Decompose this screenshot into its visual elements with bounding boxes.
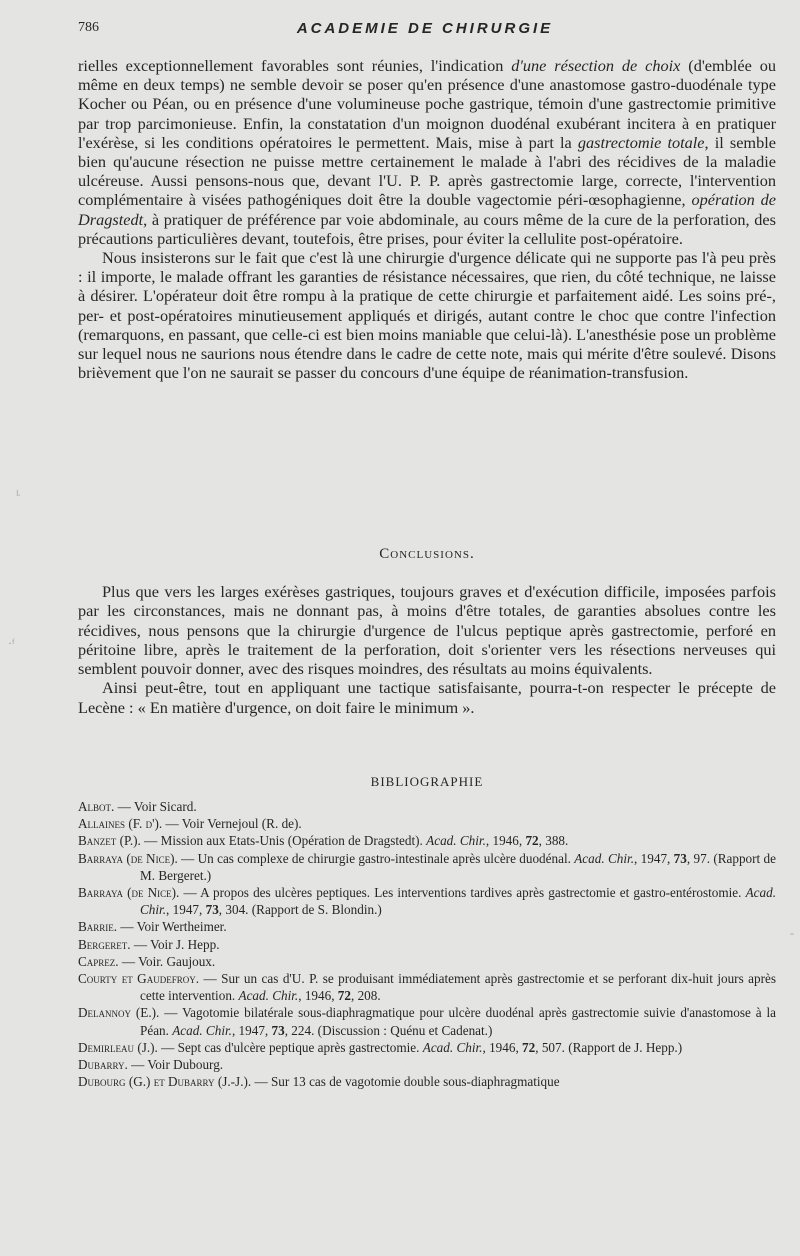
entry-year: , 1947, — [231, 1022, 272, 1038]
entry-text: — Vagotomie bilatérale sous-diaphragmatique pour ulcère duodénal après gastrectomie suivie d'anastomose à la Péan. — [140, 1005, 776, 1038]
running-title: ACADEMIE DE CHIRURGIE — [296, 20, 554, 37]
entry-author: Courty et Gaudefroy. — [78, 971, 199, 987]
margin-mark: ·ᶠ — [8, 636, 15, 650]
entry-author: Barrie. — [78, 919, 118, 935]
text-span: (d'emblée ou même en deux temps) ne semble devoir se poser qu'en présence d'une anastomose gastro-duodénale type Kocher ou Péan, ou en présence d'une volumineuse poche gastrique, témoin d'une gastrectomie primitive par trop parcimonieuse. Enfin, la constatation d'un moignon duodénal exubérant incitera à en pratiquer l'exérèse, si les conditions opératoires le permettent. Mais, mise à part la — [78, 56, 776, 152]
entry-text: — Voir Dubourg. — [127, 1057, 224, 1073]
conclusion-paragraph-1: Plus que vers les larges exérèses gastriques, toujours graves et d'exécution difficile, imposées parfois par les circonstances, mais ne donnant pas, à moins d'être totales, de garanties absolues contre les récidives, nous pensons que la chirurgie d'urgence de l'ulcus peptique après gastrectomie, perforé en péritoine libre, après le traitement de la perforation, doit s'orienter vers les résections nerveuses qui semblent pouvoir donner, avec des risques moindres, des résultats au moins équivalents. — [78, 582, 776, 679]
paragraph-2: Nous insisterons sur le fait que c'est là une chirurgie d'urgence délicate qui ne supporte pas l'à peu près : il importe, le malade offrant les garanties de résistance nécessaires, que rien, du côté technique, ne laisse à désirer. L'opérateur doit être rompu à la pratique de cette chirurgie et parfaitement aidé. Les soins pré-, per- et post-opératoires minutieusement appliqués et dirigés, autant contre le choc que contre l'infection (remarquons, en passant, que celle-ci est bien moins maniable que celui-là). L'anesthésie pose un problème sur lequel nous ne saurions nous étendre dans le cadre de cette note, mais qui mérite d'être soulevé. Disons brièvement que l'on ne saurait se passer du concours d'une équipe de réanimation-transfusion. — [78, 248, 776, 383]
page-number: 786 — [78, 20, 99, 35]
entry-year: , 1946, — [482, 1039, 523, 1055]
entry-pages: , 304. (Rapport de S. Blondin.) — [218, 902, 382, 918]
entry-volume: 73 — [271, 1022, 285, 1038]
bibliography-entry — [78, 970, 776, 1004]
bibliography-entry — [78, 1004, 776, 1038]
entry-text: — Voir J. Hepp. — [130, 936, 220, 952]
bibliography-entry — [78, 1056, 776, 1073]
text-span: , il semble bien qu'aucune résection ne puisse mettre certainement le malade à l'abri des récidives de la maladie ulcéreuse. Aussi pensons-nous que, devant l'U. P. P. après gastrectomie large, correcte, l'intervention complémentaire à visées pathogéniques doit être la double vagectomie péri-œsophagienne, — [78, 132, 776, 210]
entry-journal: Acad. Chir. — [426, 833, 486, 849]
bibliography-entry — [78, 1073, 776, 1090]
bibliography-entry — [78, 850, 776, 884]
entry-text: — Sept cas d'ulcère peptique après gastrectomie. — [157, 1039, 423, 1055]
italic-span: gastrectomie totale — [577, 132, 705, 152]
entry-text: — Voir Wertheimer. — [117, 919, 227, 935]
entry-author: Banzet (P.). — [78, 833, 141, 849]
text-span: , à pratiquer de préférence par voie abdominale, au cours même de la cure de la perforation, des précautions particulières devant, toutefois, être prises, pour éviter la cellulite post-opératoire. — [78, 209, 776, 248]
bibliography-entry — [78, 1039, 776, 1056]
body-text — [78, 56, 776, 382]
entry-journal: Acad. Chir. — [172, 1022, 232, 1038]
section-heading: Conclusions. — [379, 546, 475, 562]
margin-mark: ᴸ — [16, 488, 21, 502]
margin-mark: - — [790, 926, 794, 940]
entry-author: Caprez. — [78, 953, 119, 969]
text-span: rielles exceptionnellement favorables sont réunies, l'indication — [78, 56, 512, 75]
bibliography-entry — [78, 918, 776, 935]
entry-author: Barraya (de Nice). — [78, 885, 180, 901]
bibliography-entry — [78, 953, 776, 970]
bibliography-entry — [78, 798, 776, 815]
entry-journal: Acad. Chir. — [422, 1039, 483, 1055]
entry-year: , 1947, — [634, 850, 674, 866]
entry-author: Dubourg (G.) et Dubarry (J.-J.). — [78, 1074, 252, 1090]
entry-text: — Un cas complexe de chirurgie gastro-intestinale après ulcère duodénal. — [177, 850, 575, 866]
entry-journal: Acad. Chir. — [140, 885, 777, 918]
bibliography-entry — [78, 832, 776, 849]
entry-author: Albot. — [78, 799, 115, 814]
entry-author: Delannoy (E.). — [78, 1005, 160, 1021]
entry-author: Allaines (F. d'). — [78, 816, 163, 832]
bibliography-title: BIBLIOGRAPHIE — [370, 774, 484, 789]
entry-author: Bergeret. — [78, 936, 131, 952]
bibliography-entry — [78, 936, 776, 953]
bibliography-entry — [78, 815, 776, 832]
entry-pages: , 208. — [350, 988, 381, 1004]
entry-pages: , 388. — [538, 833, 569, 849]
entry-text: — Voir Sicard. — [114, 799, 197, 814]
entry-year: , 1947, — [166, 902, 206, 918]
entry-volume: 73 — [673, 850, 687, 866]
entry-text: — Voir Vernejoul (R. de). — [162, 816, 302, 832]
entry-text: — Sur 13 cas de vagotomie double sous-diaphragmatique — [251, 1074, 560, 1090]
entry-pages: , 97. (Rapport de M. Bergeret.) — [140, 850, 776, 883]
bibliography-list — [78, 798, 776, 1090]
italic-span: d'une résection de choix — [511, 56, 681, 75]
entry-text: — Voir. Gaujoux. — [118, 953, 216, 969]
entry-year: , 1946, — [485, 833, 526, 849]
entry-text: — Mission aux Etats-Unis (Opération de Dragstedt). — [140, 833, 427, 849]
entry-pages: , 507. (Rapport de J. Hepp.) — [535, 1039, 683, 1055]
entry-year: , 1946, — [298, 988, 338, 1004]
page-header — [78, 20, 772, 44]
entry-volume: 73 — [205, 902, 219, 918]
entry-text: — Sur un cas d'U. P. se produisant immédiatement après gastrectomie et se perforant dix-huit jours après cette intervention. — [140, 971, 776, 1004]
entry-volume: 72 — [522, 1039, 536, 1055]
bibliography-entry — [78, 884, 776, 918]
entry-volume: 72 — [337, 988, 351, 1004]
entry-author: Barraya (de Nice). — [78, 850, 178, 866]
entry-text: — A propos des ulcères peptiques. Les interventions tardives après gastrectomie et gastro-entérostomie. — [179, 885, 746, 901]
entry-author: Dubarry. — [78, 1057, 128, 1073]
entry-volume: 72 — [525, 833, 539, 849]
entry-journal: Acad. Chir. — [238, 988, 299, 1004]
entry-pages: , 224. (Discussion : Quénu et Cadenat.) — [284, 1022, 493, 1038]
paragraph-1 — [78, 56, 776, 248]
entry-journal: Acad. Chir. — [574, 850, 635, 866]
entry-author: Demirleau (J.). — [78, 1039, 158, 1055]
conclusions-text — [78, 582, 776, 717]
italic-span: opération de Dragstedt — [78, 190, 776, 229]
conclusion-paragraph-2: Ainsi peut-être, tout en appliquant une tactique satisfaisante, pourra-t-on respecter le précepte de Lecène : « En matière d'urgence, on doit faire le minimum ». — [78, 678, 776, 717]
